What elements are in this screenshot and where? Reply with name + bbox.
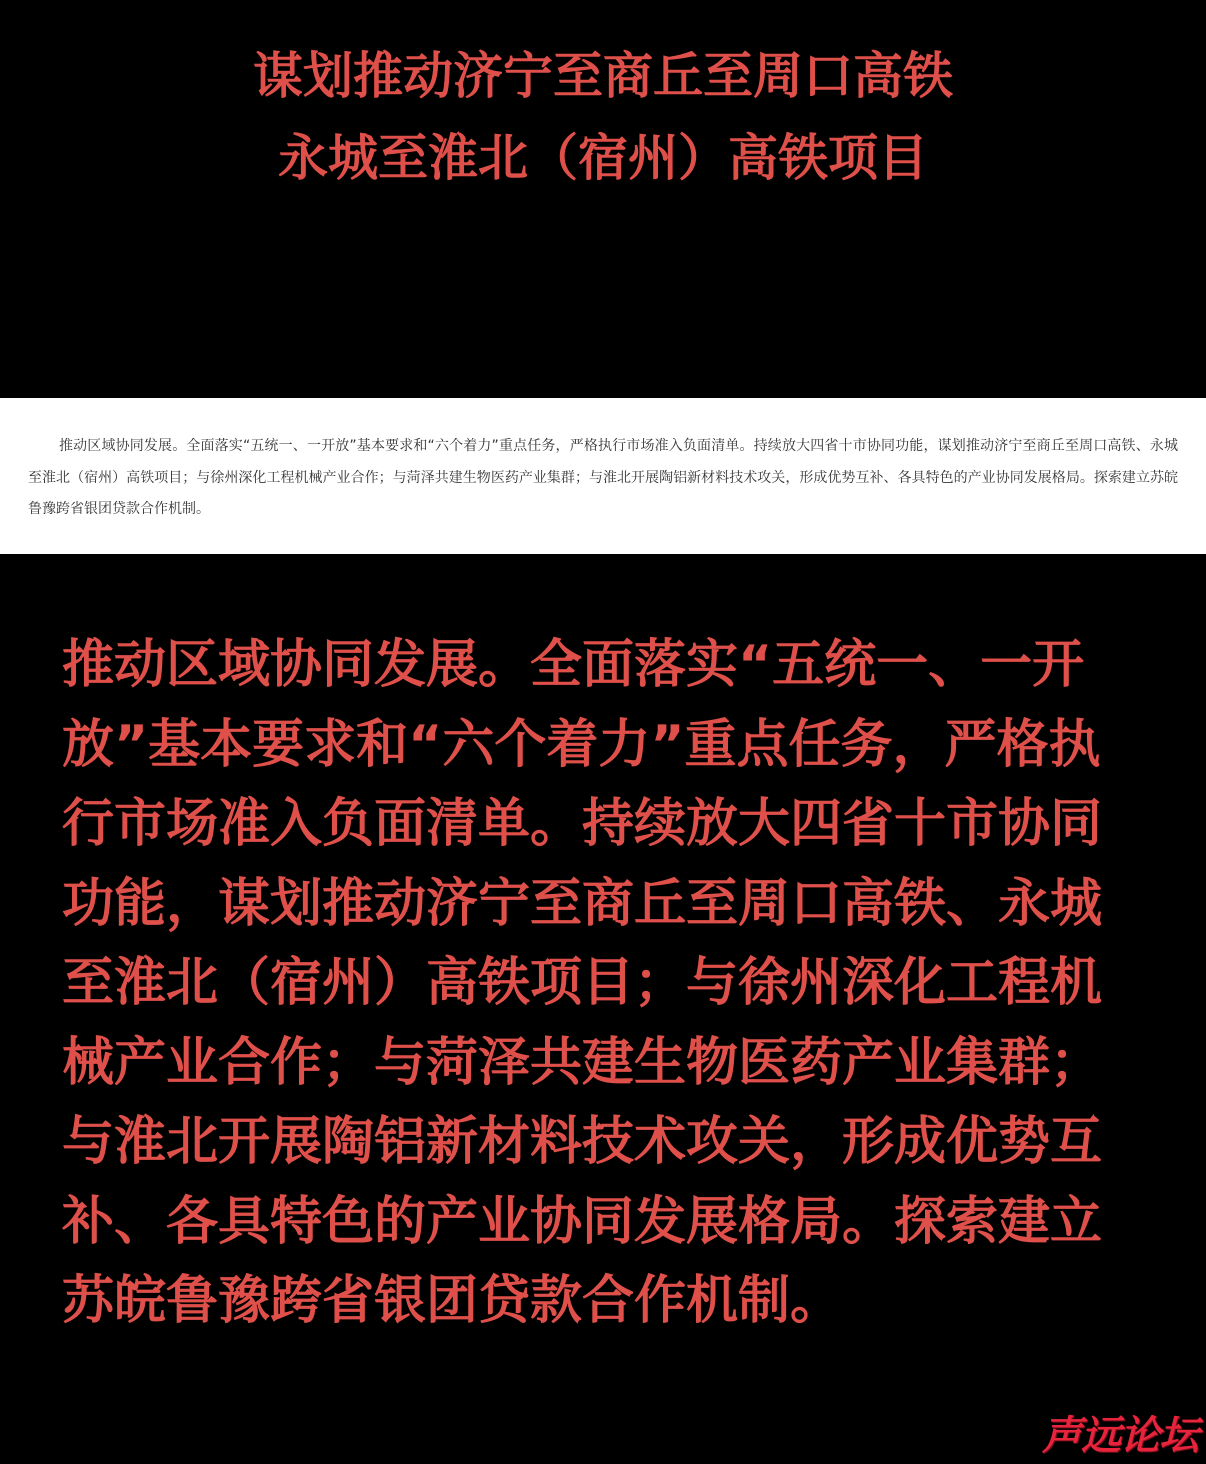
- forum-watermark-logo: 声远论坛: [1042, 1412, 1198, 1459]
- document-excerpt-panel: [0, 398, 1206, 554]
- headline-panel: [0, 0, 1206, 398]
- headline-line-2: 永城至淮北（宿州）高铁项目: [278, 129, 928, 187]
- headline-line-1: 谋划推动济宁至商丘至周口高铁: [253, 47, 953, 105]
- document-excerpt-paragraph: 推动区域协同发展。全面落实“五统一、一开放”基本要求和“六个着力”重点任务，严格执行市场准入负面清单。持续放大四省十市协同功能，谋划推动济宁至商丘至周口高铁、永城至淮北（宿州）高铁项目；与徐州深化工程机械产业合作；与菏泽共建生物医药产业集群；与淮北开展陶铝新材料技术攻关，形成优势互补、各具特色的产业协同发展格局。探索建立苏皖鲁豫跨省银团贷款合作机制。: [28, 438, 1178, 517]
- enlarged-paragraph: 推动区域协同发展。全面落实“五统一、一开放”基本要求和“六个着力”重点任务，严格执行市场准入负面清单。持续放大四省十市协同功能，谋划推动济宁至商丘至周口高铁、永城至淮北（宿州）高铁项目；与徐州深化工程机械产业合作；与菏泽共建生物医药产业集群；与淮北开展陶铝新材料技术攻关，形成优势互补、各具特色的产业协同发展格局。探索建立苏皖鲁豫跨省银团贷款合作机制。: [62, 635, 1103, 1331]
- enlarged-text-panel: [0, 554, 1206, 1464]
